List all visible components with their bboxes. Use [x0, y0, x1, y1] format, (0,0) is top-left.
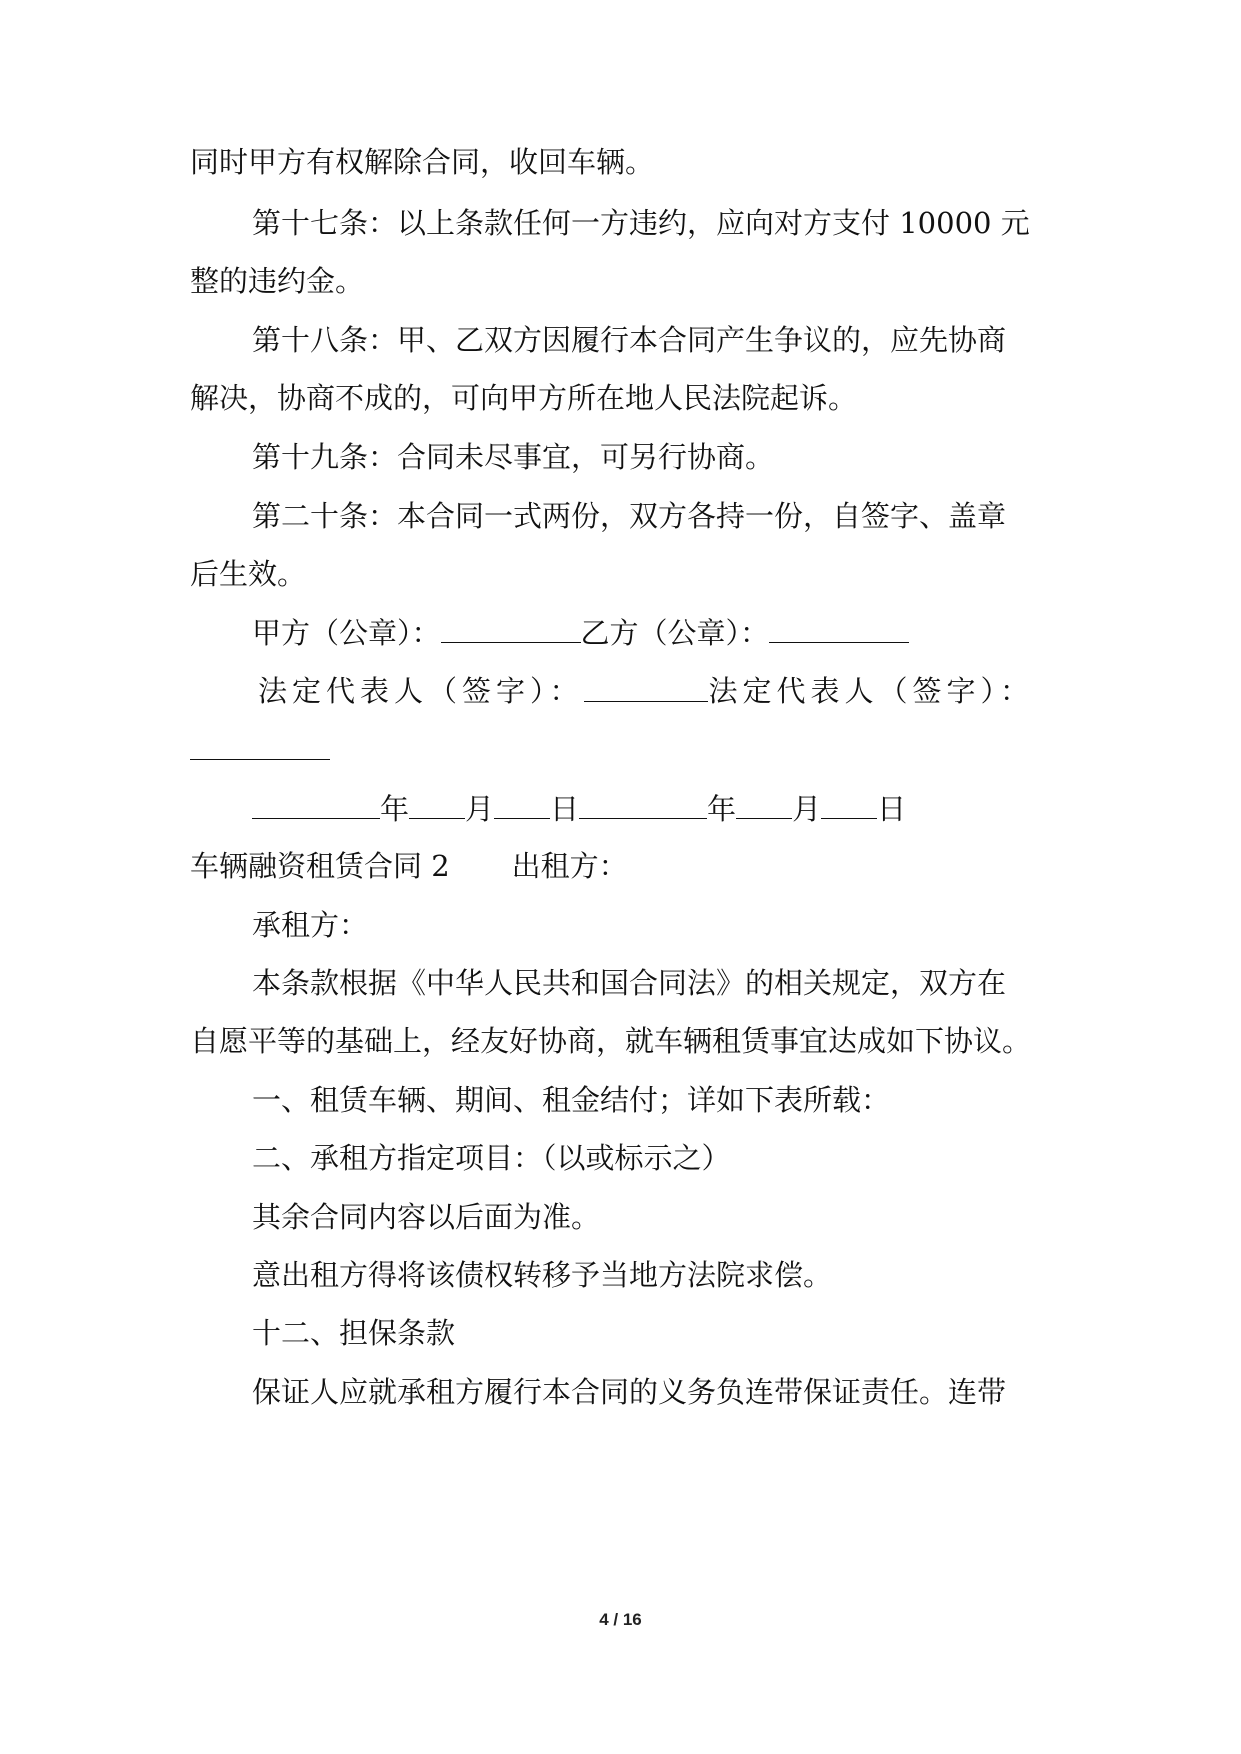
- party-b-legal-rep-blank: [190, 729, 330, 760]
- preamble-line-2: 自愿平等的基础上，经友好协商，就车辆租赁事宜达成如下协议。: [190, 1024, 1032, 1058]
- page-number: 4 / 16: [599, 1610, 642, 1629]
- article-19-line: 第十九条：合同未尽事宜，可另行协商。: [252, 440, 775, 474]
- month-label-a: 月: [465, 792, 495, 826]
- day-blank-a: [494, 788, 550, 819]
- article-20-line-1: 第二十条：本合同一式两份，双方各持一份，自签字、盖章: [252, 499, 1007, 533]
- day-label-b: 日: [877, 792, 907, 826]
- day-blank-b: [821, 788, 877, 819]
- article-17-line-2: 整的违约金。: [190, 264, 365, 298]
- year-blank-b: [579, 788, 707, 819]
- party-a-legal-rep-blank: [584, 671, 709, 702]
- party-a-legal-rep-label: 法定代表人（签字）：: [258, 674, 584, 708]
- contract-2-title: 车辆融资租赁合同 2: [190, 849, 450, 883]
- year-label-a: 年: [380, 792, 410, 826]
- party-b-seal-label: 乙方（公章）：: [580, 616, 770, 650]
- date-line: [252, 788, 906, 829]
- party-b-legal-rep-label: 法定代表人（签字）：: [708, 674, 1034, 708]
- party-a-seal-label: 甲方（公章）：: [252, 616, 441, 650]
- party-b-legal-rep-blank-line: [190, 729, 330, 770]
- lessor-label: 出租方：: [511, 849, 628, 883]
- guarantee-line: 保证人应就承租方履行本合同的义务负连带保证责任。连带: [252, 1375, 1007, 1409]
- preamble-line-1: 本条款根据《中华人民共和国合同法》的相关规定，双方在: [252, 966, 1007, 1000]
- party-a-seal-blank: [441, 612, 581, 643]
- remaining-content-line: 其余合同内容以后面为准。: [252, 1200, 601, 1234]
- article-18-line-2: 解决，协商不成的，可向甲方所在地人民法院起诉。: [190, 381, 858, 415]
- clause-12-heading: 十二、担保条款: [252, 1316, 456, 1350]
- contract-2-heading-line: [190, 846, 628, 886]
- month-blank-b: [736, 788, 792, 819]
- party-b-seal-blank: [769, 612, 909, 643]
- lessee-label: 承租方：: [252, 908, 369, 942]
- clause-1-line: 一、租赁车辆、期间、租金结付；详如下表所载：: [252, 1083, 891, 1117]
- year-blank-a: [252, 788, 380, 819]
- year-label-b: 年: [707, 792, 737, 826]
- article-17-line-1: 第十七条：以上条款任何一方违约，应向对方支付 10000 元: [252, 206, 1030, 240]
- day-label-a: 日: [550, 792, 580, 826]
- article-20-line-2: 后生效。: [190, 557, 307, 591]
- month-blank-a: [409, 788, 465, 819]
- assignment-line: 意出租方得将该债权转移予当地方法院求偿。: [252, 1258, 833, 1292]
- legal-rep-line: [258, 671, 1034, 711]
- month-label-b: 月: [792, 792, 822, 826]
- article-18-line-1: 第十八条：甲、乙双方因履行本合同产生争议的，应先协商: [252, 323, 1007, 357]
- clause-2-line: 二、承租方指定项目：（以或标示之）: [252, 1141, 731, 1175]
- paragraph-line: 同时甲方有权解除合同，收回车辆。: [190, 145, 655, 179]
- seal-line: [252, 612, 909, 653]
